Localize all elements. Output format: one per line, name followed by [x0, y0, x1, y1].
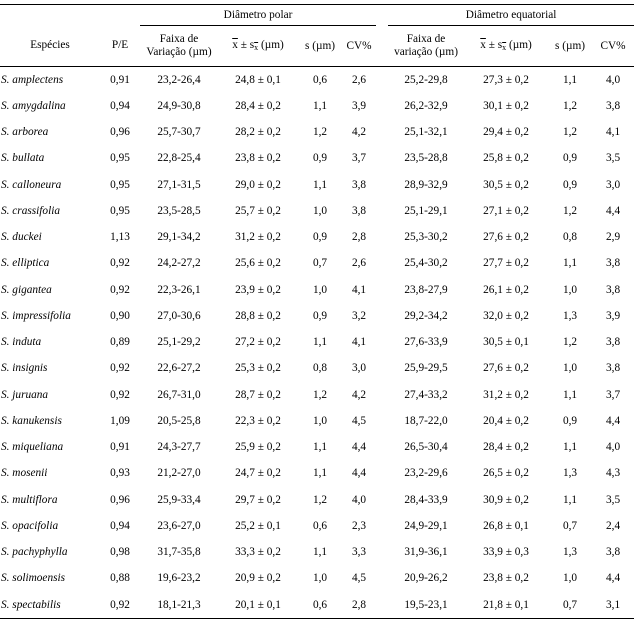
pe-cell: 0,93: [110, 467, 130, 480]
header-s-equatorial: s (µm): [548, 26, 592, 67]
equatorial-range-cell: 27,4-33,2: [404, 388, 448, 401]
equatorial-range-cell: 28,4-33,9: [404, 493, 448, 506]
polar-range-cell: 24,3-27,7: [157, 441, 201, 454]
polar-s-cell: 1,2: [312, 493, 328, 506]
polar-s-cell: 0,9: [312, 231, 328, 244]
table-row: [0, 408, 634, 434]
polar-mean-cell: 29,7 ± 0,2: [235, 493, 281, 506]
spacer-cell: [376, 93, 388, 119]
polar-range-cell: 21,2-27,0: [157, 467, 201, 480]
polar-range-cell: 22,8-25,4: [157, 152, 201, 165]
equatorial-s-cell: 0,9: [562, 178, 578, 191]
polar-range-cell: 23,5-28,5: [157, 204, 201, 217]
equatorial-s-cell: 1,1: [562, 257, 578, 270]
pe-cell: 0,96: [110, 493, 130, 506]
equatorial-mean-cell: 32,0 ± 0,2: [483, 309, 529, 322]
polar-mean-cell: 25,7 ± 0,2: [235, 204, 281, 217]
polar-mean-cell: 20,9 ± 0,2: [235, 572, 281, 585]
polar-mean-cell: 25,6 ± 0,2: [235, 257, 281, 270]
equatorial-s-cell: 1,0: [562, 362, 578, 375]
pe-cell: 0,92: [110, 283, 130, 296]
polar-mean-cell: 25,3 ± 0,2: [235, 362, 281, 375]
polar-mean-cell: 28,2 ± 0,2: [235, 126, 281, 139]
equatorial-cv-cell: 4,1: [605, 126, 621, 139]
polar-range-cell: 27,1-31,5: [157, 178, 201, 191]
polar-cv-cell: 2,3: [351, 519, 367, 532]
table-row: [0, 566, 634, 592]
equatorial-cv-cell: 2,9: [605, 231, 621, 244]
polar-range-cell: 25,9-33,4: [157, 493, 201, 506]
polar-range-cell: 23,2-26,4: [157, 73, 201, 86]
spacer-cell: [376, 225, 388, 251]
polar-cv-cell: 3,0: [351, 362, 367, 375]
pollen-measurements-table: [0, 4, 634, 619]
equatorial-mean-cell: 30,5 ± 0,2: [483, 178, 529, 191]
header-range-equatorial: Faixa de variação (µm): [388, 26, 464, 67]
pe-cell: 0,91: [110, 73, 130, 86]
spacer-cell: [376, 330, 388, 356]
spacer-cell: [376, 566, 388, 592]
polar-s-cell: 1,2: [312, 388, 328, 401]
equatorial-range-cell: 25,9-29,5: [404, 362, 448, 375]
equatorial-cv-cell: 4,0: [605, 441, 621, 454]
equatorial-cv-cell: 3,8: [605, 257, 621, 270]
polar-s-cell: 1,1: [312, 546, 328, 559]
pe-cell: 0,92: [110, 257, 130, 270]
polar-mean-cell: 33,3 ± 0,2: [235, 546, 281, 559]
equatorial-cv-cell: 3,1: [592, 592, 634, 619]
spacer-cell: [376, 277, 388, 303]
equatorial-cv-cell: 4,3: [605, 467, 621, 480]
equatorial-mean-cell: 27,6 ± 0,2: [483, 231, 529, 244]
header-group-equatorial: Diâmetro equatorial: [388, 5, 634, 26]
table-row: [0, 435, 634, 461]
equatorial-s-cell: 1,0: [562, 283, 578, 296]
equatorial-s-cell: 1,2: [562, 204, 578, 217]
equatorial-mean-cell: 31,2 ± 0,2: [483, 388, 529, 401]
pe-cell: 0,95: [110, 178, 130, 191]
table-row: [0, 487, 634, 513]
polar-mean-cell: 25,2 ± 0,1: [235, 519, 281, 532]
polar-range-cell: 22,3-26,1: [157, 283, 201, 296]
equatorial-cv-cell: 3,8: [605, 546, 621, 559]
polar-cv-cell: 4,4: [351, 467, 367, 480]
polar-mean-cell: 24,8 ± 0,1: [235, 73, 281, 86]
polar-range-cell: 26,7-31,0: [157, 388, 201, 401]
polar-cv-cell: 3,3: [351, 546, 367, 559]
polar-cv-cell: 2,8: [351, 231, 367, 244]
equatorial-cv-cell: 4,0: [605, 73, 621, 86]
equatorial-s-cell: 1,2: [562, 126, 578, 139]
equatorial-s-cell: 1,2: [562, 336, 578, 349]
equatorial-mean-cell: 27,1 ± 0,2: [483, 204, 529, 217]
spacer-cell: [376, 435, 388, 461]
species-cell: S. duckei: [1, 231, 42, 244]
polar-cv-cell: 4,2: [351, 126, 367, 139]
species-cell: S. amygdalina: [1, 99, 66, 112]
polar-cv-cell: 2,8: [342, 592, 376, 619]
polar-cv-cell: 4,1: [351, 283, 367, 296]
equatorial-s-cell: 1,3: [562, 309, 578, 322]
polar-mean-cell: 20,1 ± 0,1: [218, 592, 298, 619]
polar-range-cell: 19,6-23,2: [157, 572, 201, 585]
spacer-cell: [376, 356, 388, 382]
equatorial-s-cell: 0,9: [562, 414, 578, 427]
polar-range-cell: 23,6-27,0: [157, 519, 201, 532]
polar-s-cell: 1,0: [312, 204, 328, 217]
table-row: [0, 303, 634, 329]
polar-s-cell: 1,1: [312, 336, 328, 349]
polar-s-cell: 1,2: [312, 126, 328, 139]
spacer-cell: [376, 172, 388, 198]
polar-mean-cell: 28,8 ± 0,2: [235, 309, 281, 322]
pe-cell: 0,92: [110, 388, 130, 401]
polar-cv-cell: 3,8: [351, 204, 367, 217]
equatorial-mean-cell: 33,9 ± 0,3: [483, 546, 529, 559]
polar-range-cell: 25,7-30,7: [157, 126, 201, 139]
polar-mean-cell: 23,9 ± 0,2: [235, 283, 281, 296]
equatorial-range-cell: 24,9-29,1: [404, 519, 448, 532]
polar-range-cell: 29,1-34,2: [157, 231, 201, 244]
header-cv-polar: CV%: [342, 26, 376, 67]
table-row: [0, 513, 634, 539]
polar-mean-cell: 22,3 ± 0,2: [235, 414, 281, 427]
species-cell: S. mosenii: [1, 467, 48, 480]
polar-range-cell: 20,5-25,8: [157, 414, 201, 427]
header-group-polar: Diâmetro polar: [140, 5, 376, 26]
polar-mean-cell: 28,7 ± 0,2: [235, 388, 281, 401]
equatorial-range-cell: 25,4-30,2: [404, 257, 448, 270]
equatorial-mean-cell: 23,8 ± 0,2: [483, 572, 529, 585]
species-cell: S. amplectens: [1, 73, 64, 86]
pe-cell: 0,98: [110, 546, 130, 559]
species-cell: S. miqueliana: [1, 441, 64, 454]
polar-cv-cell: 4,4: [351, 441, 367, 454]
polar-s-cell: 0,8: [312, 362, 328, 375]
equatorial-s-cell: 1,1: [562, 441, 578, 454]
polar-cv-cell: 4,1: [351, 336, 367, 349]
equatorial-cv-cell: 3,8: [605, 336, 621, 349]
species-cell: S. impressifolia: [1, 309, 71, 322]
polar-mean-cell: 31,2 ± 0,2: [235, 231, 281, 244]
spacer-cell: [376, 251, 388, 277]
equatorial-cv-cell: 3,5: [605, 152, 621, 165]
polar-mean-cell: 24,7 ± 0,2: [235, 467, 281, 480]
pe-cell: 0,88: [110, 572, 130, 585]
header-mean-equatorial: $x \pm s_x$ (µm): [464, 26, 548, 67]
polar-mean-cell: 27,2 ± 0,2: [235, 336, 281, 349]
polar-s-cell: 1,1: [312, 467, 328, 480]
equatorial-s-cell: 0,8: [562, 231, 578, 244]
header-mean-polar: $x \pm s_x$ (µm): [218, 26, 298, 67]
equatorial-range-cell: 31,9-36,1: [404, 546, 448, 559]
species-cell: S. juruana: [1, 388, 49, 401]
table-row: [0, 225, 634, 251]
polar-cv-cell: 4,5: [351, 414, 367, 427]
species-cell: S. bullata: [1, 152, 45, 165]
equatorial-range-cell: 26,5-30,4: [404, 441, 448, 454]
pe-cell: 0,89: [110, 336, 130, 349]
header-species: Espécies: [0, 26, 100, 67]
polar-s-cell: 1,1: [312, 441, 328, 454]
equatorial-cv-cell: 3,5: [605, 493, 621, 506]
equatorial-range-cell: 23,8-27,9: [404, 283, 448, 296]
polar-cv-cell: 2,6: [351, 73, 367, 86]
species-cell: S. opacifolia: [1, 519, 59, 532]
pe-cell: 0,94: [110, 519, 130, 532]
species-cell: S. spectabilis: [0, 592, 100, 619]
species-cell: S. kanukensis: [1, 414, 62, 427]
species-cell: S. crassifolia: [1, 204, 60, 217]
polar-cv-cell: 4,5: [351, 572, 367, 585]
equatorial-s-cell: 0,7: [548, 592, 592, 619]
polar-range-cell: 25,1-29,2: [157, 336, 201, 349]
pe-cell: 0,95: [110, 152, 130, 165]
spacer-cell: [376, 198, 388, 224]
table-row: [0, 277, 634, 303]
polar-cv-cell: 4,2: [351, 388, 367, 401]
equatorial-cv-cell: 3,9: [605, 309, 621, 322]
equatorial-mean-cell: 26,5 ± 0,2: [483, 467, 529, 480]
spacer-cell: [376, 513, 388, 539]
polar-cv-cell: 3,7: [351, 152, 367, 165]
spacer-cell: [376, 67, 388, 94]
equatorial-s-cell: 1,1: [562, 73, 578, 86]
spacer-cell: [376, 540, 388, 566]
pe-cell: 0,91: [110, 441, 130, 454]
table-row: [0, 592, 634, 619]
header-range-polar: Faixa de Variação (µm): [140, 26, 218, 67]
polar-cv-cell: 2,6: [351, 257, 367, 270]
pe-cell: 0,90: [110, 309, 130, 322]
spacer-cell: [376, 303, 388, 329]
equatorial-cv-cell: 4,4: [605, 572, 621, 585]
table-row: [0, 198, 634, 224]
polar-cv-cell: 3,2: [351, 309, 367, 322]
equatorial-s-cell: 0,7: [562, 519, 578, 532]
table-row: [0, 67, 634, 94]
equatorial-mean-cell: 30,1 ± 0,2: [483, 99, 529, 112]
spacer-cell: [376, 120, 388, 146]
species-cell: S. elliptica: [1, 257, 50, 270]
polar-range-cell: 24,9-30,8: [157, 99, 201, 112]
polar-s-cell: 1,0: [312, 414, 328, 427]
equatorial-range-cell: 20,9-26,2: [404, 572, 448, 585]
equatorial-mean-cell: 20,4 ± 0,2: [483, 414, 529, 427]
spacer-cell: [376, 146, 388, 172]
equatorial-s-cell: 1,1: [562, 493, 578, 506]
equatorial-cv-cell: 4,4: [605, 204, 621, 217]
equatorial-mean-cell: 26,1 ± 0,2: [483, 283, 529, 296]
polar-s-cell: 0,6: [298, 592, 342, 619]
species-cell: S. multiflora: [1, 493, 58, 506]
polar-mean-cell: 28,4 ± 0,2: [235, 99, 281, 112]
equatorial-mean-cell: 27,3 ± 0,2: [483, 73, 529, 86]
species-cell: S. solimoensis: [1, 572, 66, 585]
table-row: [0, 146, 634, 172]
polar-s-cell: 1,0: [312, 572, 328, 585]
table-row: [0, 172, 634, 198]
equatorial-mean-cell: 28,4 ± 0,2: [483, 441, 529, 454]
table-row: [0, 540, 634, 566]
equatorial-mean-cell: 27,7 ± 0,2: [483, 257, 529, 270]
spacer-cell: [376, 592, 388, 619]
equatorial-s-cell: 1,2: [562, 99, 578, 112]
equatorial-cv-cell: 2,4: [605, 519, 621, 532]
polar-cv-cell: 4,0: [351, 493, 367, 506]
equatorial-range-cell: 26,2-32,9: [404, 99, 448, 112]
pe-cell: 0,95: [110, 204, 130, 217]
polar-cv-cell: 3,9: [351, 99, 367, 112]
header-cv-equatorial: CV%: [592, 26, 634, 67]
spacer-cell: [376, 382, 388, 408]
equatorial-range-cell: 23,2-29,6: [404, 467, 448, 480]
equatorial-cv-cell: 3,0: [605, 178, 621, 191]
equatorial-s-cell: 0,9: [562, 152, 578, 165]
equatorial-mean-cell: 29,4 ± 0,2: [483, 126, 529, 139]
polar-s-cell: 0,6: [312, 73, 328, 86]
species-cell: S. pachyphylla: [1, 546, 68, 559]
polar-s-cell: 1,1: [312, 178, 328, 191]
pe-cell: 1,09: [110, 414, 130, 427]
header-pe: P/E: [100, 26, 140, 67]
equatorial-mean-cell: 30,5 ± 0,1: [483, 336, 529, 349]
table-row: [0, 461, 634, 487]
polar-range-cell: 22,6-27,2: [157, 362, 201, 375]
equatorial-mean-cell: 26,8 ± 0,1: [483, 519, 529, 532]
pe-cell: 0,96: [110, 126, 130, 139]
polar-s-cell: 0,7: [312, 257, 328, 270]
polar-s-cell: 0,9: [312, 152, 328, 165]
table-row: [0, 251, 634, 277]
polar-s-cell: 1,0: [312, 283, 328, 296]
spacer-cell: [376, 461, 388, 487]
polar-range-cell: 18,1-21,3: [140, 592, 218, 619]
polar-s-cell: 1,1: [312, 99, 328, 112]
pe-cell: 0,94: [110, 99, 130, 112]
polar-s-cell: 0,9: [312, 309, 328, 322]
equatorial-mean-cell: 21,8 ± 0,1: [464, 592, 548, 619]
polar-mean-cell: 29,0 ± 0,2: [235, 178, 281, 191]
table-row: [0, 382, 634, 408]
equatorial-range-cell: 27,6-33,9: [404, 336, 448, 349]
equatorial-mean-cell: 25,8 ± 0,2: [483, 152, 529, 165]
species-cell: S. arborea: [1, 126, 49, 139]
polar-mean-cell: 25,9 ± 0,2: [235, 441, 281, 454]
equatorial-mean-cell: 27,6 ± 0,2: [483, 362, 529, 375]
equatorial-range-cell: 29,2-34,2: [404, 309, 448, 322]
pe-cell: 0,92: [110, 362, 130, 375]
equatorial-cv-cell: 3,7: [605, 388, 621, 401]
equatorial-s-cell: 1,3: [562, 467, 578, 480]
equatorial-range-cell: 18,7-22,0: [404, 414, 448, 427]
table-row: [0, 120, 634, 146]
equatorial-cv-cell: 3,8: [605, 99, 621, 112]
table-row: [0, 356, 634, 382]
table-header: [0, 5, 634, 67]
polar-range-cell: 27,0-30,6: [157, 309, 201, 322]
spacer-cell: [376, 487, 388, 513]
table-row: [0, 330, 634, 356]
equatorial-cv-cell: 3,8: [605, 362, 621, 375]
equatorial-range-cell: 19,5-23,1: [388, 592, 464, 619]
equatorial-range-cell: 28,9-32,9: [404, 178, 448, 191]
equatorial-s-cell: 1,1: [562, 388, 578, 401]
species-cell: S. gigantea: [1, 283, 52, 296]
pe-cell: 0,92: [100, 592, 140, 619]
equatorial-s-cell: 1,3: [562, 546, 578, 559]
equatorial-range-cell: 25,3-30,2: [404, 231, 448, 244]
equatorial-cv-cell: 4,4: [605, 414, 621, 427]
table-body: [0, 67, 634, 619]
header-s-polar: s (µm): [298, 26, 342, 67]
species-cell: S. insignis: [1, 362, 48, 375]
equatorial-range-cell: 23,5-28,8: [404, 152, 448, 165]
spacer-cell: [376, 408, 388, 434]
equatorial-range-cell: 25,2-29,8: [404, 73, 448, 86]
pe-cell: 1,13: [110, 231, 130, 244]
polar-s-cell: 0,6: [312, 519, 328, 532]
polar-mean-cell: 23,8 ± 0,2: [235, 152, 281, 165]
polar-range-cell: 24,2-27,2: [157, 257, 201, 270]
equatorial-cv-cell: 3,8: [605, 283, 621, 296]
equatorial-range-cell: 25,1-32,1: [404, 126, 448, 139]
equatorial-mean-cell: 30,9 ± 0,2: [483, 493, 529, 506]
equatorial-s-cell: 1,0: [562, 572, 578, 585]
table-row: [0, 93, 634, 119]
species-cell: S. induta: [1, 336, 42, 349]
equatorial-range-cell: 25,1-29,1: [404, 204, 448, 217]
polar-range-cell: 31,7-35,8: [157, 546, 201, 559]
polar-cv-cell: 3,8: [351, 178, 367, 191]
species-cell: S. calloneura: [1, 178, 62, 191]
